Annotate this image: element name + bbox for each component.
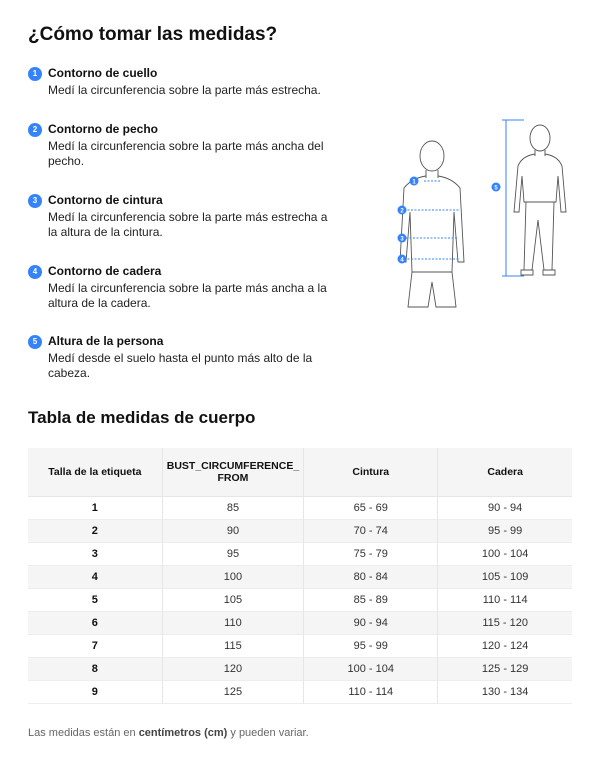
step-number-badge: 4 xyxy=(28,265,42,279)
table-row xyxy=(28,657,572,680)
step-number-badge: 2 xyxy=(28,123,42,137)
front-figure-outline xyxy=(400,141,464,307)
hip-cell: 90 - 94 xyxy=(488,501,523,514)
waist-cell: 90 - 94 xyxy=(304,611,438,634)
hip-cell: 100 - 104 xyxy=(481,547,529,560)
size-cell: 7 xyxy=(28,634,162,657)
size-cell: 9 xyxy=(28,680,162,703)
size-cell: 8 xyxy=(28,657,162,680)
table-row xyxy=(28,496,572,519)
bust-cell: 100 xyxy=(162,565,303,588)
table-header-row xyxy=(28,448,572,496)
step-description: Medí la circunferencia sobre la parte más estrecha. xyxy=(48,83,321,97)
footnote-units: centímetros (cm) xyxy=(138,727,228,739)
size-cell: 4 xyxy=(28,565,162,588)
hip-cell: 125 - 129 xyxy=(438,657,572,680)
units-footnote xyxy=(28,727,309,739)
waist-cell: 100 - 104 xyxy=(304,657,438,680)
waist-cell: 110 - 114 xyxy=(304,680,438,703)
waist-cell: 85 - 89 xyxy=(304,588,438,611)
marker-4: 4 xyxy=(400,257,404,264)
column-header-hip: Cadera xyxy=(438,448,572,496)
front-measure-lines xyxy=(404,181,460,259)
hip-cell: 120 - 124 xyxy=(481,639,529,652)
size-table xyxy=(28,448,572,704)
marker-1: 1 xyxy=(412,179,416,186)
page-title: ¿Cómo tomar las medidas? xyxy=(28,24,278,45)
waist-cell: 70 - 74 xyxy=(304,519,438,542)
measure-markers xyxy=(398,177,501,264)
step-description: Medí desde el suelo hasta el punto más alto de la cabeza. xyxy=(48,351,313,380)
bust-cell: 105 xyxy=(162,588,303,611)
bust-cell: 125 xyxy=(162,680,303,703)
step-title: Contorno de pecho xyxy=(48,122,158,136)
size-cell: 1 xyxy=(28,496,162,519)
footnote-suffix: y pueden variar. xyxy=(227,727,309,739)
table-row xyxy=(28,588,572,611)
bust-cell: 115 xyxy=(162,634,303,657)
side-figure-outline xyxy=(514,125,566,275)
footnote-prefix: Las medidas están en xyxy=(28,727,139,739)
column-header-label-size: Talla de la etiqueta xyxy=(28,448,162,496)
marker-5: 5 xyxy=(494,185,498,192)
table-row xyxy=(28,519,572,542)
step-description: Medí la circunferencia sobre la parte más estrecha a la altura de la cintura. xyxy=(48,210,328,239)
waist-cell: 80 - 84 xyxy=(304,565,438,588)
hip-cell: 115 - 120 xyxy=(438,611,572,634)
marker-3: 3 xyxy=(400,236,404,243)
table-row xyxy=(28,542,572,565)
step-number-badge: 1 xyxy=(28,67,42,81)
bust-cell: 120 xyxy=(162,657,303,680)
step-number-badge: 3 xyxy=(28,194,42,208)
step-title: Altura de la persona xyxy=(48,334,164,348)
body-measurement-illustration xyxy=(390,112,580,317)
size-table-title: Tabla de medidas de cuerpo xyxy=(28,408,256,427)
column-header-waist: Cintura xyxy=(304,448,438,496)
size-cell: 5 xyxy=(28,588,162,611)
hip-cell: 105 - 109 xyxy=(438,565,572,588)
table-row xyxy=(28,565,572,588)
bust-cell: 90 xyxy=(162,519,303,542)
bust-cell: 110 xyxy=(162,611,303,634)
size-cell: 6 xyxy=(28,611,162,634)
size-cell: 3 xyxy=(28,542,162,565)
hip-cell: 110 - 114 xyxy=(482,593,528,606)
step-description: Medí la circunferencia sobre la parte más ancha del pecho. xyxy=(48,139,324,168)
step-description: Medí la circunferencia sobre la parte más ancha a la altura de la cadera. xyxy=(48,281,327,310)
bust-cell: 95 xyxy=(162,542,303,565)
table-row xyxy=(28,680,572,703)
waist-cell: 65 - 69 xyxy=(304,496,438,519)
size-cell: 2 xyxy=(28,519,162,542)
step-title: Contorno de cuello xyxy=(48,66,158,80)
waist-cell: 95 - 99 xyxy=(304,634,438,657)
waist-cell: 75 - 79 xyxy=(304,542,438,565)
column-header-bust: BUST_CIRCUMFERENCE_ FROM xyxy=(162,448,303,496)
bust-cell: 85 xyxy=(162,496,303,519)
step-title: Contorno de cintura xyxy=(48,193,163,207)
marker-2: 2 xyxy=(400,208,404,215)
hip-cell: 95 - 99 xyxy=(438,519,572,542)
height-measure-line xyxy=(502,120,524,276)
step-number-badge: 5 xyxy=(28,335,42,349)
step-title: Contorno de cadera xyxy=(48,264,162,278)
table-row xyxy=(28,634,572,657)
table-row xyxy=(28,611,572,634)
hip-cell: 130 - 134 xyxy=(481,685,529,698)
